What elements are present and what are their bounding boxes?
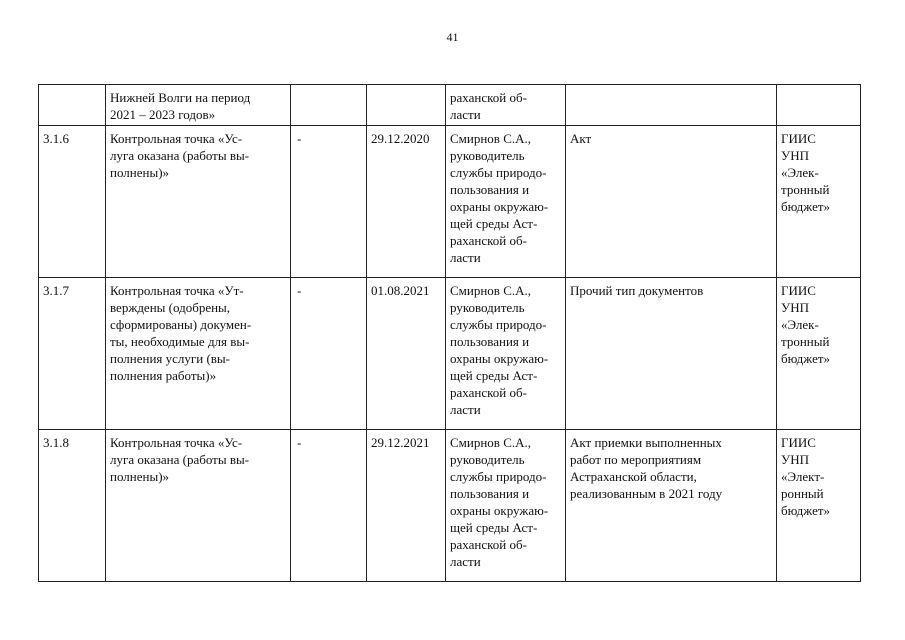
cell-number: 3.1.6 <box>39 126 106 278</box>
text-line: ласти <box>450 554 481 569</box>
text-line: Смирнов С.А., <box>450 283 532 298</box>
table-row <box>39 278 861 430</box>
text-line: пользования и <box>450 334 530 349</box>
text-line: руководитель <box>450 452 525 467</box>
text-line: службы природо- <box>450 317 547 332</box>
cell-system <box>777 430 861 582</box>
text-line: «Элек- <box>781 165 819 180</box>
page-number: 41 <box>446 30 459 44</box>
text-line: полнены)» <box>110 469 170 484</box>
text-line: щей среды Аст- <box>450 520 538 535</box>
cell-responsible <box>446 430 566 582</box>
text-line: УНП <box>781 452 809 467</box>
cell-number: 3.1.8 <box>39 430 106 582</box>
cell-name <box>106 430 291 582</box>
cell-document <box>566 85 777 126</box>
text-line: реализованным в 2021 году <box>570 486 723 501</box>
text-line: раханской об- <box>450 233 527 248</box>
cell-end <box>367 85 446 126</box>
text-line: раханской об- <box>450 537 527 552</box>
text-line: бюджет» <box>781 351 831 366</box>
text-line: бюджет» <box>781 503 831 518</box>
text-line: Нижней Волги на период <box>110 90 251 105</box>
cell-document <box>566 278 777 430</box>
text-line: щей среды Аст- <box>450 368 538 383</box>
text-line: руководитель <box>450 300 525 315</box>
cell-name <box>106 126 291 278</box>
table-row <box>39 126 861 278</box>
text-line: ласти <box>450 250 481 265</box>
text-line: полнены)» <box>110 165 170 180</box>
cell-document <box>566 430 777 582</box>
text-line: сформированы) докумен- <box>110 317 252 332</box>
text-line: ГИИС <box>781 283 816 298</box>
cell-system <box>777 126 861 278</box>
table-row <box>39 430 861 582</box>
text-line: «Элек- <box>781 317 819 332</box>
text-line: службы природо- <box>450 165 547 180</box>
text-line: ронный <box>781 486 824 501</box>
text-line: охраны окружаю- <box>450 199 549 214</box>
cell-system <box>777 85 861 126</box>
text-line: ласти <box>450 107 481 122</box>
text-line: щей среды Аст- <box>450 216 538 231</box>
text-line: Контрольная точка «Ут- <box>110 283 244 298</box>
continuation-row <box>39 85 861 126</box>
text-line: службы природо- <box>450 469 547 484</box>
cell-responsible <box>446 278 566 430</box>
cell-responsible <box>446 126 566 278</box>
text-line: Контрольная точка «Ус- <box>110 435 243 450</box>
text-line: руководитель <box>450 148 525 163</box>
text-line: Акт приемки выполненных <box>570 435 722 450</box>
cell-start: - <box>291 278 367 430</box>
cell-end: 29.12.2021 <box>367 430 446 582</box>
text-line: полнения услуги (вы- <box>110 351 230 366</box>
text-line: ГИИС <box>781 131 816 146</box>
cell-system <box>777 278 861 430</box>
text-line: тронный <box>781 334 830 349</box>
cell-number <box>39 85 106 126</box>
text-line: Прочий тип документов <box>570 283 704 298</box>
text-line: пользования и <box>450 486 530 501</box>
cell-end: 29.12.2020 <box>367 126 446 278</box>
text-line: полнения работы)» <box>110 368 217 383</box>
text-line: Смирнов С.А., <box>450 435 532 450</box>
cell-end: 01.08.2021 <box>367 278 446 430</box>
text-line: УНП <box>781 300 809 315</box>
text-line: бюджет» <box>781 199 831 214</box>
text-line: Смирнов С.А., <box>450 131 532 146</box>
text-line: 2021 – 2023 годов» <box>110 107 216 122</box>
text-line: тронный <box>781 182 830 197</box>
text-line: луга оказана (работы вы- <box>110 452 250 467</box>
cell-document <box>566 126 777 278</box>
text-line: ГИИС <box>781 435 816 450</box>
text-line: верждены (одобрены, <box>110 300 231 315</box>
cell-name <box>106 278 291 430</box>
cell-start <box>291 85 367 126</box>
text-line: пользования и <box>450 182 530 197</box>
cell-responsible <box>446 85 566 126</box>
text-line: охраны окружаю- <box>450 351 549 366</box>
cell-name <box>106 85 291 126</box>
text-line: Астраханской области, <box>570 469 697 484</box>
cell-number: 3.1.7 <box>39 278 106 430</box>
text-line: ты, необходимые для вы- <box>110 334 250 349</box>
text-line: работ по мероприятиям <box>570 452 702 467</box>
text-line: «Элект- <box>781 469 825 484</box>
cell-start: - <box>291 430 367 582</box>
text-line: УНП <box>781 148 809 163</box>
text-line: Контрольная точка «Ус- <box>110 131 243 146</box>
text-line: ласти <box>450 402 481 417</box>
cell-start: - <box>291 126 367 278</box>
text-line: раханской об- <box>450 385 527 400</box>
text-line: охраны окружаю- <box>450 503 549 518</box>
control-points-table <box>38 84 861 582</box>
text-line: Акт <box>570 131 592 146</box>
text-line: луга оказана (работы вы- <box>110 148 250 163</box>
text-line: раханской об- <box>450 90 527 105</box>
